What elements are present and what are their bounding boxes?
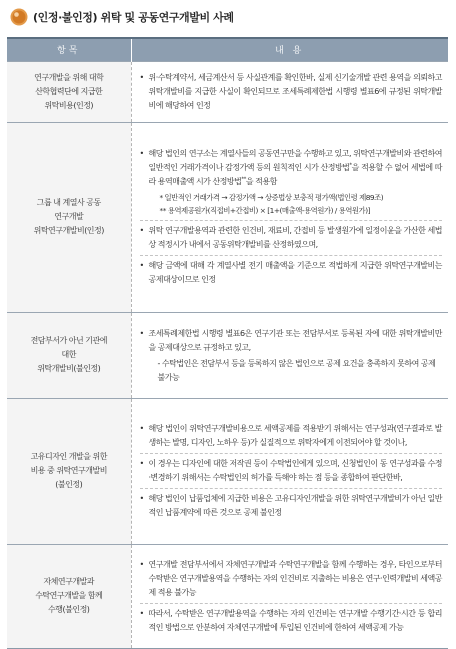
category-line: 위탁연구개발비(인정)	[33, 226, 104, 235]
bullet-text: 해당 법인의 연구소는 계열사들의 공동연구만을 수행하고 있고, 위탁연구개발비와 관련하여 일반적인 거래가격이나 감정가액 등의 원칙적인 시가 산정방법	[148, 149, 442, 172]
divider	[140, 255, 443, 256]
category-line: 비용 중 위탁연구개발비	[30, 466, 107, 475]
category-line: (불인정)	[55, 480, 83, 489]
header-category: 항목	[7, 39, 131, 61]
category-line: 자체연구개발과	[43, 577, 95, 587]
bullet-item: • 해당 법인이 납품업체에 지급한 비용은 고유디자인개발을 위한 위탁연구개발비가 아닌 일반적인 납품계약에 따른 것으로 공제 불인정	[140, 492, 443, 520]
row-content	[131, 312, 448, 398]
category-line: 그룹 내 계열사 공동	[36, 198, 101, 207]
bullet-item: • 위탁 연구개발용역과 관련한 인건비, 재료비, 간접비 등 발생원가에 일정이윤을 가산한 세법상 적정시가 내에서 공동위탁개발비를 산정하였으며,	[140, 224, 443, 252]
bullet-text: 을 적용함	[245, 177, 277, 186]
cases-table	[7, 37, 448, 649]
table-row	[7, 122, 448, 312]
row-content	[131, 544, 448, 648]
footnote-mark: *	[349, 162, 352, 169]
divider	[140, 488, 443, 489]
row-content	[131, 398, 448, 544]
divider	[140, 453, 443, 454]
category-line: 대한	[61, 350, 76, 359]
bullet-text: 을 적용할 수 없어 세법에 따라 용역매출액 시가 산정방법	[148, 163, 442, 186]
bullet-item: • 해당 법인이 위탁연구개발비용으로 세액공제를 적용받기 위해서는 연구성과(연구결과로 발생하는 발명, 디자인, 노하우 등)가 실질적으로 위탁자에게 이전되어야 할 것이나,	[140, 422, 443, 450]
table-header-row	[7, 39, 448, 61]
row-category	[7, 122, 131, 312]
row-category	[7, 544, 131, 648]
table-row	[7, 398, 448, 544]
row-category	[7, 398, 131, 544]
bullet-item	[140, 147, 443, 189]
bullet-ball-icon	[9, 7, 29, 27]
page-title: (인정·불인정) 위탁 및 공동연구개발비 사례	[33, 11, 234, 24]
footnote-mark: **	[241, 176, 246, 183]
header-content: 내 용	[131, 39, 448, 61]
category-line: 고유디자인 개발을 위한	[30, 452, 107, 461]
bullet-item: • 이 경우는 디자인에 대한 저작권 등이 수탁법인에게 있으며, 신청법인이 동 연구성과를 수정·변경하기 위해서는 수탁법인의 허가를 득해야 하는 점 등을 종합하여 판단한바,	[140, 457, 443, 485]
bullet-item: • 따라서, 수탁받은 연구개발용역을 수행하는 자의 인건비는 연구개발 수행기간·시간 등 합리적인 방법으로 안분하여 자체연구개발에 투입된 인건비에 한하여 세액공제 가능	[140, 607, 443, 635]
divider	[140, 220, 443, 221]
dash-item: - 수탁법인은 전담부서 등을 등록하지 않은 법인으로 공제 요건을 충족하지 못하여 공제 불가능	[157, 359, 436, 382]
category-line: 연구개발	[54, 212, 84, 221]
table-row	[7, 61, 448, 122]
category-line: 연구개발을 위해 대학	[34, 72, 104, 82]
bullet-item: • 조세특례제한법 시행령 별표6은 연구기관 또는 전담부서로 등록된 자에 대한 위탁개발비만을 공제대상으로 규정하고 있고,	[140, 327, 443, 355]
category-line: 위탁비용(인정)	[44, 100, 94, 110]
row-category	[7, 312, 131, 398]
bullet-item: • 해당 금액에 대해 각 계열사별 전기 매출액을 기준으로 적법하게 지급한 위탁연구개발비는 공제대상이므로 인정	[140, 259, 443, 287]
bullet-item: • 위·수탁계약서, 세금계산서 등 사실관계를 확인한바, 실제 신기술개발 관련 용역을 의뢰하고 위탁개발비를 지급한 사실이 확인되므로 조세특례제한법 시행령 별표6에 규정된 위탁개발비에 해당하여 인정	[140, 71, 443, 113]
table-row	[7, 544, 448, 648]
section-title	[9, 6, 234, 28]
footnote-line: ** 용역제공원가(직접비+간접비) × [1+(매출액-용역원가) / 용역원가)]	[159, 206, 370, 215]
row-category	[7, 61, 131, 122]
divider	[140, 603, 443, 604]
category-line: 수행(불인정)	[48, 605, 90, 615]
row-content	[131, 122, 448, 312]
bullet-item: • 연구개발 전담부서에서 자체연구개발과 수탁연구개발을 함께 수행하는 경우, 타인으로부터 수탁받은 연구개발용역을 수행하는 자의 인건비로 지출하는 비용은 연구·인력개발비 세액공제 적용 불가능	[140, 558, 443, 600]
footnote-line: * 일반적인 거래가격 → 감정가액 → 상증법상 보충적 평가액(법인령 제89조)	[159, 193, 384, 202]
table-row	[7, 312, 448, 398]
category-line: 전담부서가 아닌 기관에	[30, 336, 107, 345]
row-content	[131, 61, 448, 122]
category-line: 수탁연구개발을 함께	[35, 591, 103, 601]
category-line: 위탁개발비(불인정)	[37, 364, 101, 373]
category-line: 산학협력단에 지급한	[35, 86, 103, 96]
